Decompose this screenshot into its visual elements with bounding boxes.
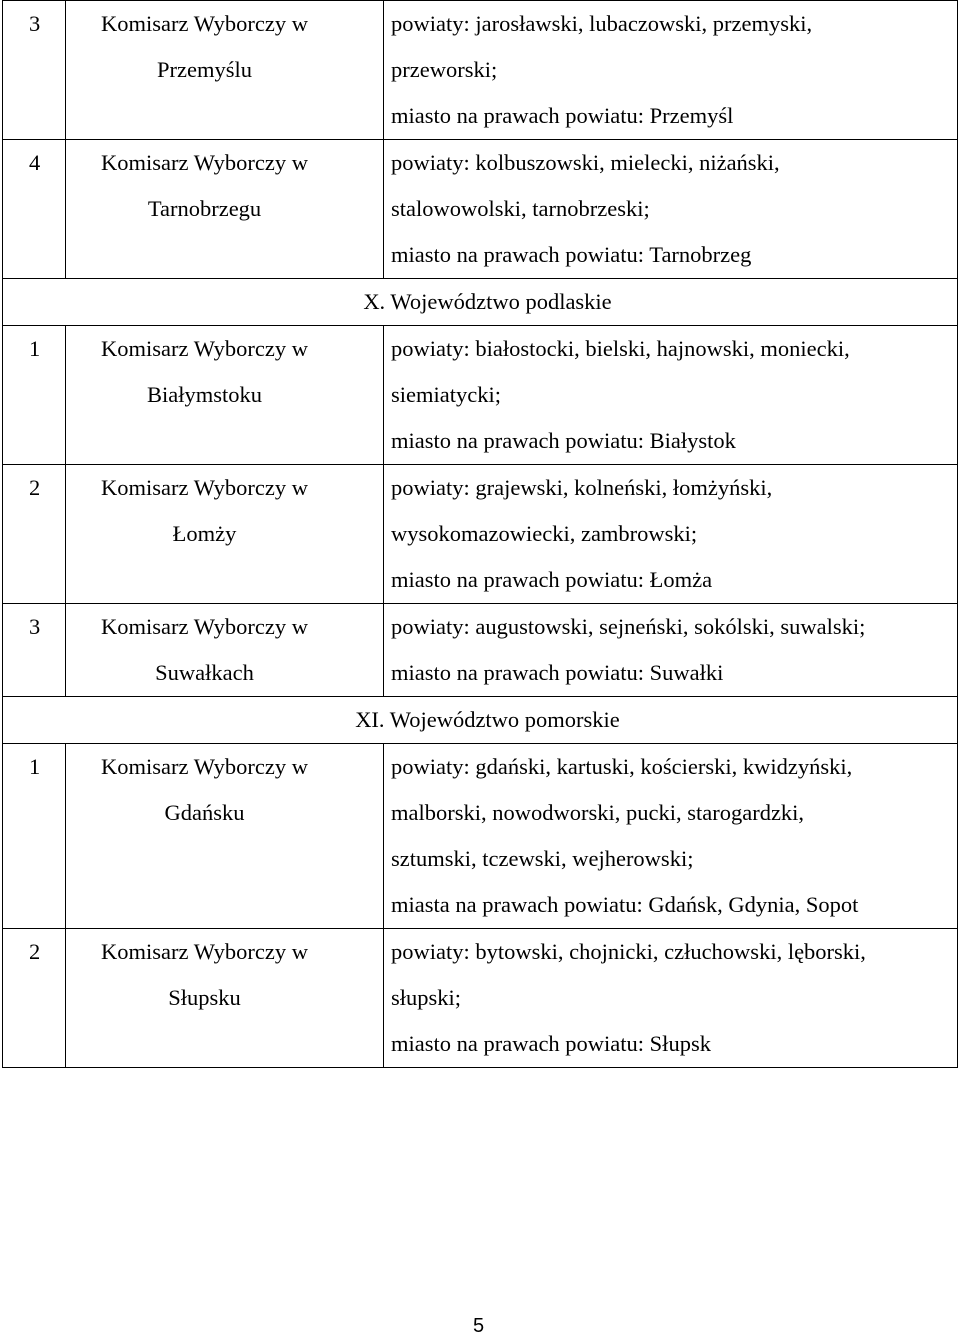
jurisdiction-line: miasto na prawach powiatu: Przemyśl bbox=[391, 103, 734, 128]
section-header-row bbox=[3, 697, 958, 744]
jurisdiction-description bbox=[384, 744, 958, 929]
commissioner-name-line: Słupsku bbox=[168, 985, 241, 1010]
jurisdiction-line: miasto na prawach powiatu: Łomża bbox=[391, 567, 713, 592]
row-number: 1 bbox=[3, 326, 66, 465]
table-row bbox=[3, 1, 958, 140]
jurisdiction-line: powiaty: bytowski, chojnicki, człuchowski, lęborski, bbox=[391, 939, 866, 964]
row-number: 4 bbox=[3, 140, 66, 279]
jurisdiction-line: powiaty: jarosławski, lubaczowski, przemyski, bbox=[391, 11, 813, 36]
jurisdiction-line: powiaty: gdański, kartuski, kościerski, kwidzyński, bbox=[391, 754, 853, 779]
commissioner-name-line: Komisarz Wyborczy w bbox=[101, 614, 308, 639]
commissioner-name-line: Tarnobrzegu bbox=[147, 196, 262, 221]
page-number: 5 bbox=[473, 1315, 485, 1337]
row-number: 2 bbox=[3, 465, 66, 604]
commissioner-name-line: Suwałkach bbox=[155, 660, 254, 685]
commissioner-name-line: Komisarz Wyborczy w bbox=[101, 336, 308, 361]
commissioner-name bbox=[66, 465, 384, 604]
jurisdiction-line: sztumski, tczewski, wejherowski; bbox=[391, 846, 694, 871]
jurisdiction-line: miasto na prawach powiatu: Słupsk bbox=[391, 1031, 711, 1056]
commissioner-name bbox=[66, 140, 384, 279]
section-header bbox=[3, 697, 958, 744]
commissioners-table bbox=[2, 0, 958, 1068]
commissioner-name-line: Przemyślu bbox=[157, 57, 252, 82]
section-header-row bbox=[3, 279, 958, 326]
row-number: 2 bbox=[3, 929, 66, 1068]
commissioner-name-line: Komisarz Wyborczy w bbox=[101, 754, 308, 779]
jurisdiction-line: siemiatycki; bbox=[391, 382, 501, 407]
commissioner-name bbox=[66, 1, 384, 140]
section-title: XI. Województwo pomorskie bbox=[355, 707, 620, 732]
row-number: 3 bbox=[3, 604, 66, 697]
jurisdiction-line: miasto na prawach powiatu: Tarnobrzeg bbox=[391, 242, 752, 267]
commissioner-name-line: Łomży bbox=[172, 521, 237, 546]
commissioner-name-line: Komisarz Wyborczy w bbox=[101, 150, 308, 175]
commissioner-name bbox=[66, 604, 384, 697]
table-row bbox=[3, 326, 958, 465]
row-number: 3 bbox=[3, 1, 66, 140]
section-header bbox=[3, 279, 958, 326]
table-row bbox=[3, 744, 958, 929]
jurisdiction-line: miasta na prawach powiatu: Gdańsk, Gdynia, Sopot bbox=[391, 892, 859, 917]
commissioner-name bbox=[66, 326, 384, 465]
jurisdiction-line: przeworski; bbox=[391, 57, 498, 82]
jurisdiction-line: stalowowolski, tarnobrzeski; bbox=[391, 196, 650, 221]
commissioner-name bbox=[66, 744, 384, 929]
jurisdiction-description bbox=[384, 929, 958, 1068]
table-row bbox=[3, 929, 958, 1068]
jurisdiction-line: słupski; bbox=[391, 985, 462, 1010]
jurisdiction-description bbox=[384, 140, 958, 279]
table-row bbox=[3, 140, 958, 279]
jurisdiction-description bbox=[384, 604, 958, 697]
jurisdiction-description bbox=[384, 326, 958, 465]
jurisdiction-description bbox=[384, 1, 958, 140]
commissioner-name-line: Białymstoku bbox=[146, 382, 262, 407]
jurisdiction-line: malborski, nowodworski, pucki, starogardzki, bbox=[391, 800, 805, 825]
jurisdiction-description bbox=[384, 465, 958, 604]
commissioner-name-line: Gdańsku bbox=[164, 800, 245, 825]
jurisdiction-line: wysokomazowiecki, zambrowski; bbox=[391, 521, 698, 546]
commissioner-name-line: Komisarz Wyborczy w bbox=[101, 939, 308, 964]
jurisdiction-line: powiaty: augustowski, sejneński, sokólski, suwalski; bbox=[391, 614, 866, 639]
jurisdiction-line: miasto na prawach powiatu: Suwałki bbox=[391, 660, 724, 685]
commissioner-name bbox=[66, 929, 384, 1068]
commissioner-name-line: Komisarz Wyborczy w bbox=[101, 475, 308, 500]
table-row bbox=[3, 604, 958, 697]
table-row bbox=[3, 465, 958, 604]
section-title: X. Województwo podlaskie bbox=[363, 289, 612, 314]
jurisdiction-line: powiaty: białostocki, bielski, hajnowski, moniecki, bbox=[391, 336, 850, 361]
jurisdiction-line: powiaty: grajewski, kolneński, łomżyński, bbox=[391, 475, 773, 500]
commissioner-name-line: Komisarz Wyborczy w bbox=[101, 11, 308, 36]
jurisdiction-line: powiaty: kolbuszowski, mielecki, niżański, bbox=[391, 150, 780, 175]
jurisdiction-line: miasto na prawach powiatu: Białystok bbox=[391, 428, 736, 453]
row-number: 1 bbox=[3, 744, 66, 929]
